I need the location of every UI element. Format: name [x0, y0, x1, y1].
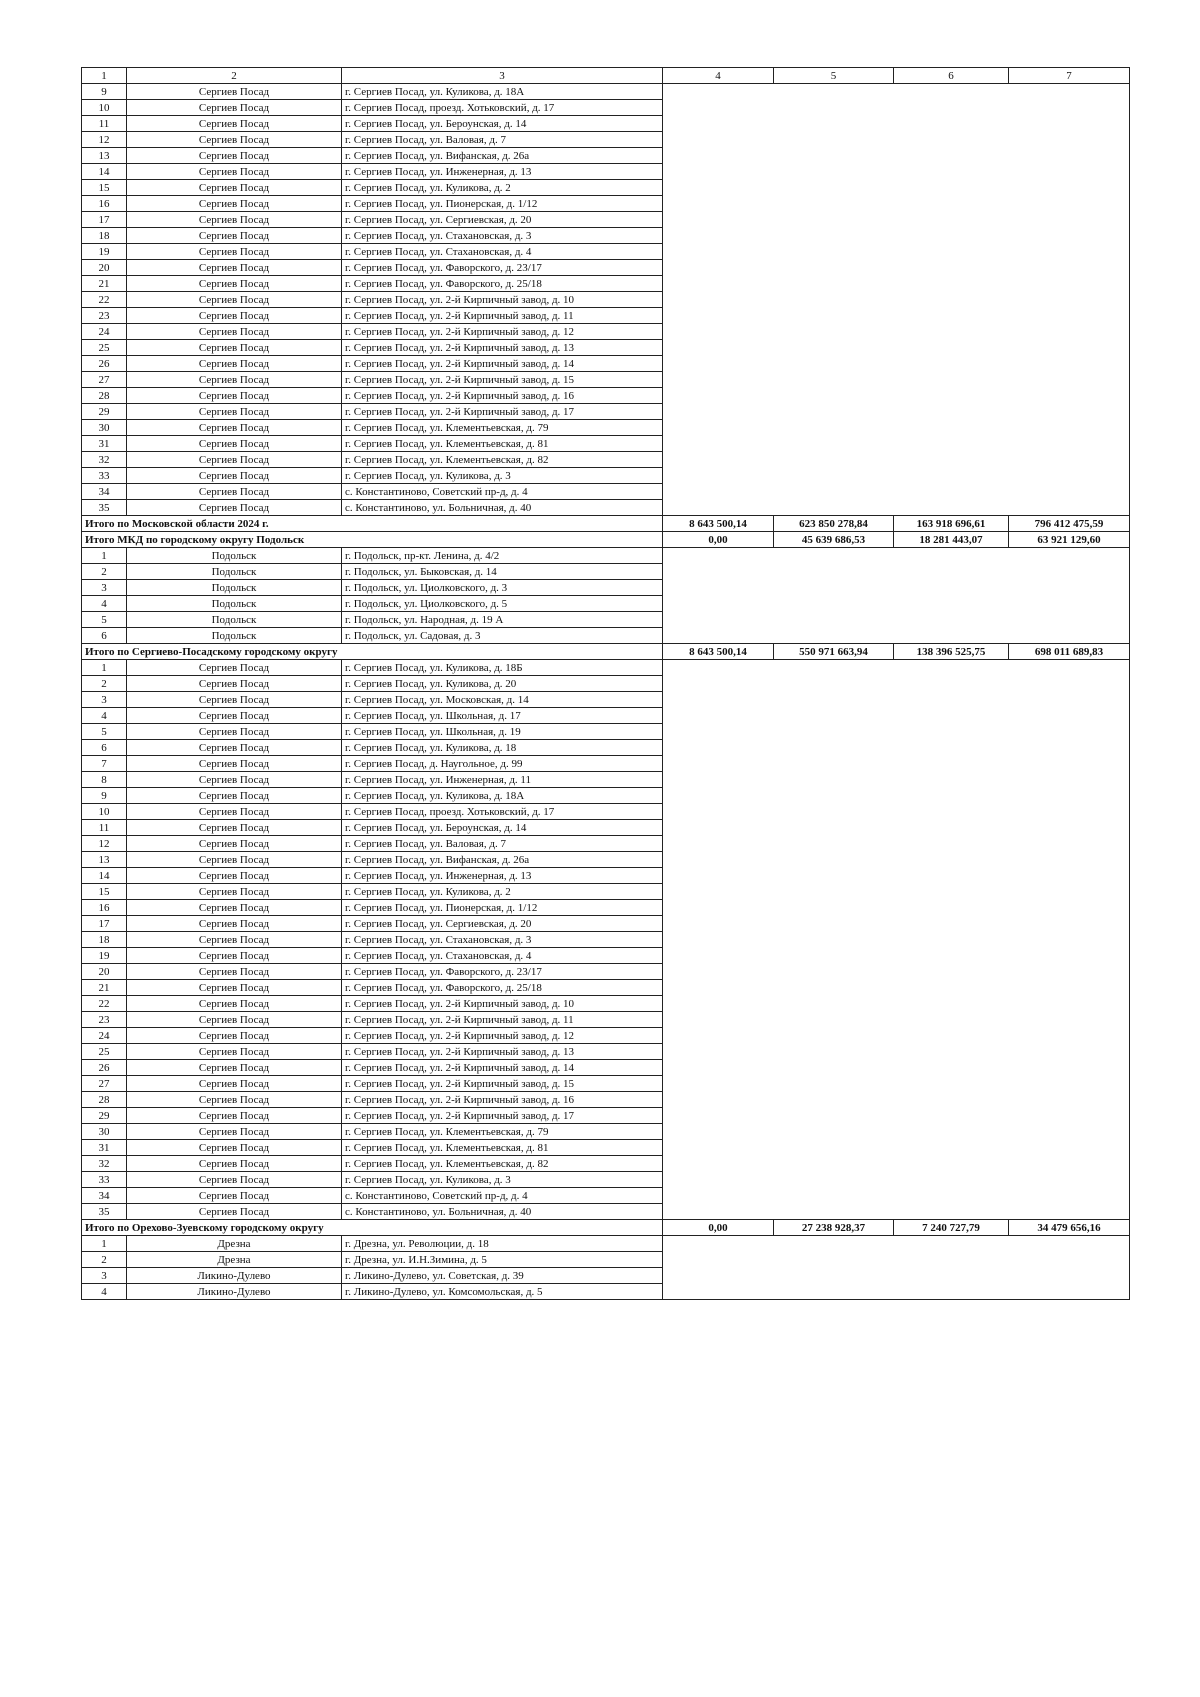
row-address: г. Сергиев Посад, ул. 2-й Кирпичный завод, д. 17 — [342, 404, 663, 420]
row-address: г. Сергиев Посад, проезд. Хотьковский, д. 17 — [342, 804, 663, 820]
row-municipality: Подольск — [127, 612, 342, 628]
row-number: 8 — [82, 772, 127, 788]
row-address: г. Сергиев Посад, ул. Фаворского, д. 25/18 — [342, 276, 663, 292]
row-number: 31 — [82, 1140, 127, 1156]
row-address: г. Сергиев Посад, ул. Фаворского, д. 23/17 — [342, 964, 663, 980]
row-number: 22 — [82, 292, 127, 308]
row-address: г. Подольск, ул. Циолковского, д. 3 — [342, 580, 663, 596]
row-municipality: Сергиев Посад — [127, 868, 342, 884]
row-address: г. Сергиев Посад, ул. Стахановская, д. 3 — [342, 932, 663, 948]
blank-amounts-area — [663, 548, 1130, 644]
row-municipality: Сергиев Посад — [127, 1188, 342, 1204]
row-municipality: Сергиев Посад — [127, 1012, 342, 1028]
row-municipality: Сергиев Посад — [127, 1060, 342, 1076]
total-value-col5: 45 639 686,53 — [774, 532, 894, 548]
row-number: 13 — [82, 852, 127, 868]
row-number: 10 — [82, 100, 127, 116]
table-row — [82, 84, 1130, 100]
row-address: с. Константиново, Советский пр-д, д. 4 — [342, 484, 663, 500]
row-number: 14 — [82, 868, 127, 884]
row-municipality: Сергиев Посад — [127, 340, 342, 356]
row-address: г. Сергиев Посад, ул. Клементьевская, д. 79 — [342, 420, 663, 436]
row-number: 26 — [82, 1060, 127, 1076]
row-municipality: Сергиев Посад — [127, 676, 342, 692]
total-label: Итого по Орехово-Зуевскому городскому округу — [82, 1220, 663, 1236]
row-municipality: Сергиев Посад — [127, 356, 342, 372]
total-value-col5: 550 971 663,94 — [774, 644, 894, 660]
row-municipality: Сергиев Посад — [127, 1076, 342, 1092]
row-number: 1 — [82, 548, 127, 564]
row-municipality: Сергиев Посад — [127, 372, 342, 388]
column-number-6: 6 — [894, 68, 1009, 84]
row-municipality: Сергиев Посад — [127, 724, 342, 740]
row-number: 30 — [82, 420, 127, 436]
row-address: г. Сергиев Посад, ул. Стахановская, д. 3 — [342, 228, 663, 244]
blank-amounts-area — [663, 660, 1130, 1220]
row-address: г. Сергиев Посад, ул. Сергиевская, д. 20 — [342, 916, 663, 932]
total-label: Итого по Сергиево-Посадскому городскому округу — [82, 644, 663, 660]
row-address: г. Сергиев Посад, ул. Сергиевская, д. 20 — [342, 212, 663, 228]
row-address: г. Сергиев Посад, ул. Пионерская, д. 1/12 — [342, 196, 663, 212]
row-number: 28 — [82, 388, 127, 404]
row-number: 27 — [82, 372, 127, 388]
row-municipality: Сергиев Посад — [127, 1092, 342, 1108]
row-municipality: Сергиев Посад — [127, 1044, 342, 1060]
row-municipality: Сергиев Посад — [127, 820, 342, 836]
row-municipality: Сергиев Посад — [127, 308, 342, 324]
row-municipality: Сергиев Посад — [127, 996, 342, 1012]
row-number: 29 — [82, 1108, 127, 1124]
total-value-col6: 138 396 525,75 — [894, 644, 1009, 660]
row-municipality: Подольск — [127, 596, 342, 612]
row-number: 35 — [82, 500, 127, 516]
row-address: г. Сергиев Посад, ул. 2-й Кирпичный завод, д. 11 — [342, 308, 663, 324]
row-number: 16 — [82, 196, 127, 212]
row-address: г. Сергиев Посад, ул. Школьная, д. 17 — [342, 708, 663, 724]
row-number: 34 — [82, 484, 127, 500]
column-number-1: 1 — [82, 68, 127, 84]
row-address: г. Сергиев Посад, ул. Куликова, д. 18А — [342, 788, 663, 804]
row-address: г. Сергиев Посад, ул. Куликова, д. 20 — [342, 676, 663, 692]
row-municipality: Ликино-Дулево — [127, 1268, 342, 1284]
blank-amounts-area — [663, 84, 1130, 516]
row-address: г. Сергиев Посад, ул. 2-й Кирпичный завод, д. 16 — [342, 388, 663, 404]
row-address: с. Константиново, ул. Больничная, д. 40 — [342, 1204, 663, 1220]
row-number: 10 — [82, 804, 127, 820]
row-address: г. Сергиев Посад, ул. 2-й Кирпичный завод, д. 12 — [342, 1028, 663, 1044]
row-number: 16 — [82, 900, 127, 916]
row-number: 33 — [82, 468, 127, 484]
row-municipality: Дрезна — [127, 1236, 342, 1252]
row-number: 19 — [82, 244, 127, 260]
row-address: г. Сергиев Посад, ул. Куликова, д. 18А — [342, 84, 663, 100]
row-address: г. Подольск, ул. Народная, д. 19 А — [342, 612, 663, 628]
row-address: г. Сергиев Посад, ул. Фаворского, д. 23/17 — [342, 260, 663, 276]
row-municipality: Сергиев Посад — [127, 692, 342, 708]
row-address: г. Сергиев Посад, ул. Куликова, д. 3 — [342, 468, 663, 484]
row-address: г. Сергиев Посад, ул. Куликова, д. 2 — [342, 180, 663, 196]
row-address: г. Сергиев Посад, ул. Вифанская, д. 26а — [342, 148, 663, 164]
total-value-col7: 698 011 689,83 — [1009, 644, 1130, 660]
row-municipality: Дрезна — [127, 1252, 342, 1268]
total-row — [82, 644, 1130, 660]
row-address: г. Сергиев Посад, ул. Пионерская, д. 1/12 — [342, 900, 663, 916]
row-number: 27 — [82, 1076, 127, 1092]
row-municipality: Сергиев Посад — [127, 1140, 342, 1156]
row-municipality: Сергиев Посад — [127, 980, 342, 996]
row-municipality: Сергиев Посад — [127, 484, 342, 500]
row-municipality: Сергиев Посад — [127, 116, 342, 132]
row-number: 6 — [82, 740, 127, 756]
total-value-col5: 27 238 928,37 — [774, 1220, 894, 1236]
row-address: г. Сергиев Посад, проезд. Хотьковский, д. 17 — [342, 100, 663, 116]
row-number: 26 — [82, 356, 127, 372]
row-address: с. Константиново, ул. Больничная, д. 40 — [342, 500, 663, 516]
row-municipality: Сергиев Посад — [127, 500, 342, 516]
row-address: г. Ликино-Дулево, ул. Комсомольская, д. 5 — [342, 1284, 663, 1300]
row-number: 31 — [82, 436, 127, 452]
row-address: г. Сергиев Посад, ул. Фаворского, д. 25/18 — [342, 980, 663, 996]
row-number: 33 — [82, 1172, 127, 1188]
row-number: 5 — [82, 612, 127, 628]
row-number: 9 — [82, 788, 127, 804]
row-address: г. Ликино-Дулево, ул. Советская, д. 39 — [342, 1268, 663, 1284]
row-municipality: Сергиев Посад — [127, 964, 342, 980]
total-value-col6: 7 240 727,79 — [894, 1220, 1009, 1236]
column-number-7: 7 — [1009, 68, 1130, 84]
row-municipality: Сергиев Посад — [127, 804, 342, 820]
row-number: 13 — [82, 148, 127, 164]
total-label: Итого по Московской области 2024 г. — [82, 516, 663, 532]
row-address: г. Сергиев Посад, ул. Московская, д. 14 — [342, 692, 663, 708]
total-label: Итого МКД по городскому округу Подольск — [82, 532, 663, 548]
table-body — [82, 68, 1130, 1300]
row-number: 5 — [82, 724, 127, 740]
row-number: 3 — [82, 580, 127, 596]
total-value-col7: 34 479 656,16 — [1009, 1220, 1130, 1236]
total-value-col7: 63 921 129,60 — [1009, 532, 1130, 548]
row-municipality: Сергиев Посад — [127, 452, 342, 468]
row-number: 17 — [82, 916, 127, 932]
row-municipality: Сергиев Посад — [127, 1172, 342, 1188]
row-number: 25 — [82, 340, 127, 356]
row-municipality: Сергиев Посад — [127, 260, 342, 276]
row-number: 2 — [82, 1252, 127, 1268]
row-number: 32 — [82, 452, 127, 468]
row-municipality: Сергиев Посад — [127, 420, 342, 436]
row-number: 12 — [82, 132, 127, 148]
row-municipality: Сергиев Посад — [127, 772, 342, 788]
row-address: г. Сергиев Посад, д. Наугольное, д. 99 — [342, 756, 663, 772]
row-number: 21 — [82, 276, 127, 292]
row-number: 15 — [82, 180, 127, 196]
row-municipality: Сергиев Посад — [127, 404, 342, 420]
row-number: 11 — [82, 820, 127, 836]
row-address: г. Сергиев Посад, ул. 2-й Кирпичный завод, д. 17 — [342, 1108, 663, 1124]
row-municipality: Сергиев Посад — [127, 228, 342, 244]
row-municipality: Сергиев Посад — [127, 84, 342, 100]
row-number: 4 — [82, 708, 127, 724]
total-value-col7: 796 412 475,59 — [1009, 516, 1130, 532]
column-number-4: 4 — [663, 68, 774, 84]
row-number: 20 — [82, 964, 127, 980]
row-address: г. Подольск, ул. Садовая, д. 3 — [342, 628, 663, 644]
row-number: 21 — [82, 980, 127, 996]
total-value-col4: 0,00 — [663, 532, 774, 548]
row-municipality: Сергиев Посад — [127, 196, 342, 212]
row-number: 2 — [82, 564, 127, 580]
row-address: г. Сергиев Посад, ул. Клементьевская, д. 81 — [342, 1140, 663, 1156]
row-number: 18 — [82, 228, 127, 244]
row-address: г. Сергиев Посад, ул. 2-й Кирпичный завод, д. 11 — [342, 1012, 663, 1028]
row-number: 28 — [82, 1092, 127, 1108]
row-number: 18 — [82, 932, 127, 948]
row-municipality: Сергиев Посад — [127, 836, 342, 852]
row-number: 14 — [82, 164, 127, 180]
row-municipality: Сергиев Посад — [127, 292, 342, 308]
total-row — [82, 516, 1130, 532]
row-address: г. Сергиев Посад, ул. Вифанская, д. 26а — [342, 852, 663, 868]
row-address: г. Сергиев Посад, ул. Стахановская, д. 4 — [342, 948, 663, 964]
total-value-col6: 18 281 443,07 — [894, 532, 1009, 548]
row-municipality: Сергиев Посад — [127, 660, 342, 676]
column-number-2: 2 — [127, 68, 342, 84]
row-address: г. Сергиев Посад, ул. Клементьевская, д. 82 — [342, 1156, 663, 1172]
row-address: г. Сергиев Посад, ул. Клементьевская, д. 82 — [342, 452, 663, 468]
row-address: г. Сергиев Посад, ул. 2-й Кирпичный завод, д. 12 — [342, 324, 663, 340]
row-address: г. Сергиев Посад, ул. 2-й Кирпичный завод, д. 13 — [342, 1044, 663, 1060]
row-municipality: Сергиев Посад — [127, 788, 342, 804]
row-address: г. Подольск, ул. Циолковского, д. 5 — [342, 596, 663, 612]
row-number: 3 — [82, 692, 127, 708]
row-municipality: Сергиев Посад — [127, 932, 342, 948]
row-number: 1 — [82, 1236, 127, 1252]
row-municipality: Сергиев Посад — [127, 1156, 342, 1172]
row-number: 20 — [82, 260, 127, 276]
total-row — [82, 532, 1130, 548]
row-municipality: Подольск — [127, 580, 342, 596]
row-address: г. Сергиев Посад, ул. Куликова, д. 18Б — [342, 660, 663, 676]
row-number: 4 — [82, 596, 127, 612]
row-address: г. Сергиев Посад, ул. 2-й Кирпичный завод, д. 10 — [342, 996, 663, 1012]
row-municipality: Сергиев Посад — [127, 708, 342, 724]
row-number: 22 — [82, 996, 127, 1012]
row-number: 1 — [82, 660, 127, 676]
row-municipality: Сергиев Посад — [127, 900, 342, 916]
row-municipality: Ликино-Дулево — [127, 1284, 342, 1300]
row-number: 3 — [82, 1268, 127, 1284]
total-value-col6: 163 918 696,61 — [894, 516, 1009, 532]
total-value-col4: 8 643 500,14 — [663, 644, 774, 660]
row-municipality: Сергиев Посад — [127, 756, 342, 772]
row-number: 23 — [82, 1012, 127, 1028]
row-number: 24 — [82, 324, 127, 340]
row-number: 15 — [82, 884, 127, 900]
row-address: г. Сергиев Посад, ул. Школьная, д. 19 — [342, 724, 663, 740]
row-address: г. Сергиев Посад, ул. 2-й Кирпичный завод, д. 16 — [342, 1092, 663, 1108]
row-number: 24 — [82, 1028, 127, 1044]
row-address: г. Сергиев Посад, ул. 2-й Кирпичный завод, д. 14 — [342, 356, 663, 372]
row-number: 4 — [82, 1284, 127, 1300]
row-address: г. Подольск, пр-кт. Ленина, д. 4/2 — [342, 548, 663, 564]
row-address: с. Константиново, Советский пр-д, д. 4 — [342, 1188, 663, 1204]
row-number: 7 — [82, 756, 127, 772]
row-address: г. Сергиев Посад, ул. Стахановская, д. 4 — [342, 244, 663, 260]
total-value-col5: 623 850 278,84 — [774, 516, 894, 532]
column-number-row — [82, 68, 1130, 84]
row-address: г. Сергиев Посад, ул. Инженерная, д. 13 — [342, 164, 663, 180]
row-number: 30 — [82, 1124, 127, 1140]
row-address: г. Сергиев Посад, ул. Куликова, д. 18 — [342, 740, 663, 756]
row-number: 35 — [82, 1204, 127, 1220]
row-address: г. Сергиев Посад, ул. Куликова, д. 2 — [342, 884, 663, 900]
row-municipality: Сергиев Посад — [127, 180, 342, 196]
row-municipality: Сергиев Посад — [127, 164, 342, 180]
row-number: 12 — [82, 836, 127, 852]
row-address: г. Подольск, ул. Быковская, д. 14 — [342, 564, 663, 580]
row-address: г. Сергиев Посад, ул. Клементьевская, д. 81 — [342, 436, 663, 452]
row-number: 34 — [82, 1188, 127, 1204]
blank-amounts-area — [663, 1236, 1130, 1300]
row-municipality: Сергиев Посад — [127, 1124, 342, 1140]
row-address: г. Сергиев Посад, ул. Бероунская, д. 14 — [342, 116, 663, 132]
row-number: 9 — [82, 84, 127, 100]
total-value-col4: 0,00 — [663, 1220, 774, 1236]
column-number-5: 5 — [774, 68, 894, 84]
row-number: 32 — [82, 1156, 127, 1172]
row-municipality: Сергиев Посад — [127, 324, 342, 340]
row-municipality: Сергиев Посад — [127, 148, 342, 164]
row-municipality: Подольск — [127, 548, 342, 564]
row-municipality: Сергиев Посад — [127, 1204, 342, 1220]
row-municipality: Сергиев Посад — [127, 1108, 342, 1124]
row-address: г. Сергиев Посад, ул. 2-й Кирпичный завод, д. 13 — [342, 340, 663, 356]
row-municipality: Подольск — [127, 564, 342, 580]
row-number: 23 — [82, 308, 127, 324]
table-row — [82, 660, 1130, 676]
row-address: г. Сергиев Посад, ул. 2-й Кирпичный завод, д. 10 — [342, 292, 663, 308]
total-value-col4: 8 643 500,14 — [663, 516, 774, 532]
row-municipality: Сергиев Посад — [127, 916, 342, 932]
row-municipality: Сергиев Посад — [127, 212, 342, 228]
row-number: 11 — [82, 116, 127, 132]
row-address: г. Сергиев Посад, ул. Инженерная, д. 13 — [342, 868, 663, 884]
row-address: г. Сергиев Посад, ул. Инженерная, д. 11 — [342, 772, 663, 788]
row-municipality: Подольск — [127, 628, 342, 644]
row-municipality: Сергиев Посад — [127, 132, 342, 148]
row-address: г. Дрезна, ул. И.Н.Зимина, д. 5 — [342, 1252, 663, 1268]
row-municipality: Сергиев Посад — [127, 468, 342, 484]
row-municipality: Сергиев Посад — [127, 276, 342, 292]
table-row — [82, 1236, 1130, 1252]
row-municipality: Сергиев Посад — [127, 244, 342, 260]
row-address: г. Сергиев Посад, ул. 2-й Кирпичный завод, д. 15 — [342, 372, 663, 388]
table-row — [82, 548, 1130, 564]
row-address: г. Дрезна, ул. Революции, д. 18 — [342, 1236, 663, 1252]
row-municipality: Сергиев Посад — [127, 884, 342, 900]
row-municipality: Сергиев Посад — [127, 436, 342, 452]
row-municipality: Сергиев Посад — [127, 100, 342, 116]
row-address: г. Сергиев Посад, ул. Куликова, д. 3 — [342, 1172, 663, 1188]
total-row — [82, 1220, 1130, 1236]
housing-program-table — [81, 67, 1130, 1300]
row-address: г. Сергиев Посад, ул. Валовая, д. 7 — [342, 836, 663, 852]
row-municipality: Сергиев Посад — [127, 740, 342, 756]
row-number: 17 — [82, 212, 127, 228]
row-municipality: Сергиев Посад — [127, 1028, 342, 1044]
row-address: г. Сергиев Посад, ул. 2-й Кирпичный завод, д. 14 — [342, 1060, 663, 1076]
document-sheet — [81, 67, 1129, 1300]
row-address: г. Сергиев Посад, ул. 2-й Кирпичный завод, д. 15 — [342, 1076, 663, 1092]
row-number: 6 — [82, 628, 127, 644]
row-number: 19 — [82, 948, 127, 964]
row-number: 25 — [82, 1044, 127, 1060]
row-number: 2 — [82, 676, 127, 692]
row-municipality: Сергиев Посад — [127, 388, 342, 404]
row-number: 29 — [82, 404, 127, 420]
row-address: г. Сергиев Посад, ул. Клементьевская, д. 79 — [342, 1124, 663, 1140]
row-municipality: Сергиев Посад — [127, 948, 342, 964]
row-municipality: Сергиев Посад — [127, 852, 342, 868]
column-number-3: 3 — [342, 68, 663, 84]
row-address: г. Сергиев Посад, ул. Валовая, д. 7 — [342, 132, 663, 148]
row-address: г. Сергиев Посад, ул. Бероунская, д. 14 — [342, 820, 663, 836]
